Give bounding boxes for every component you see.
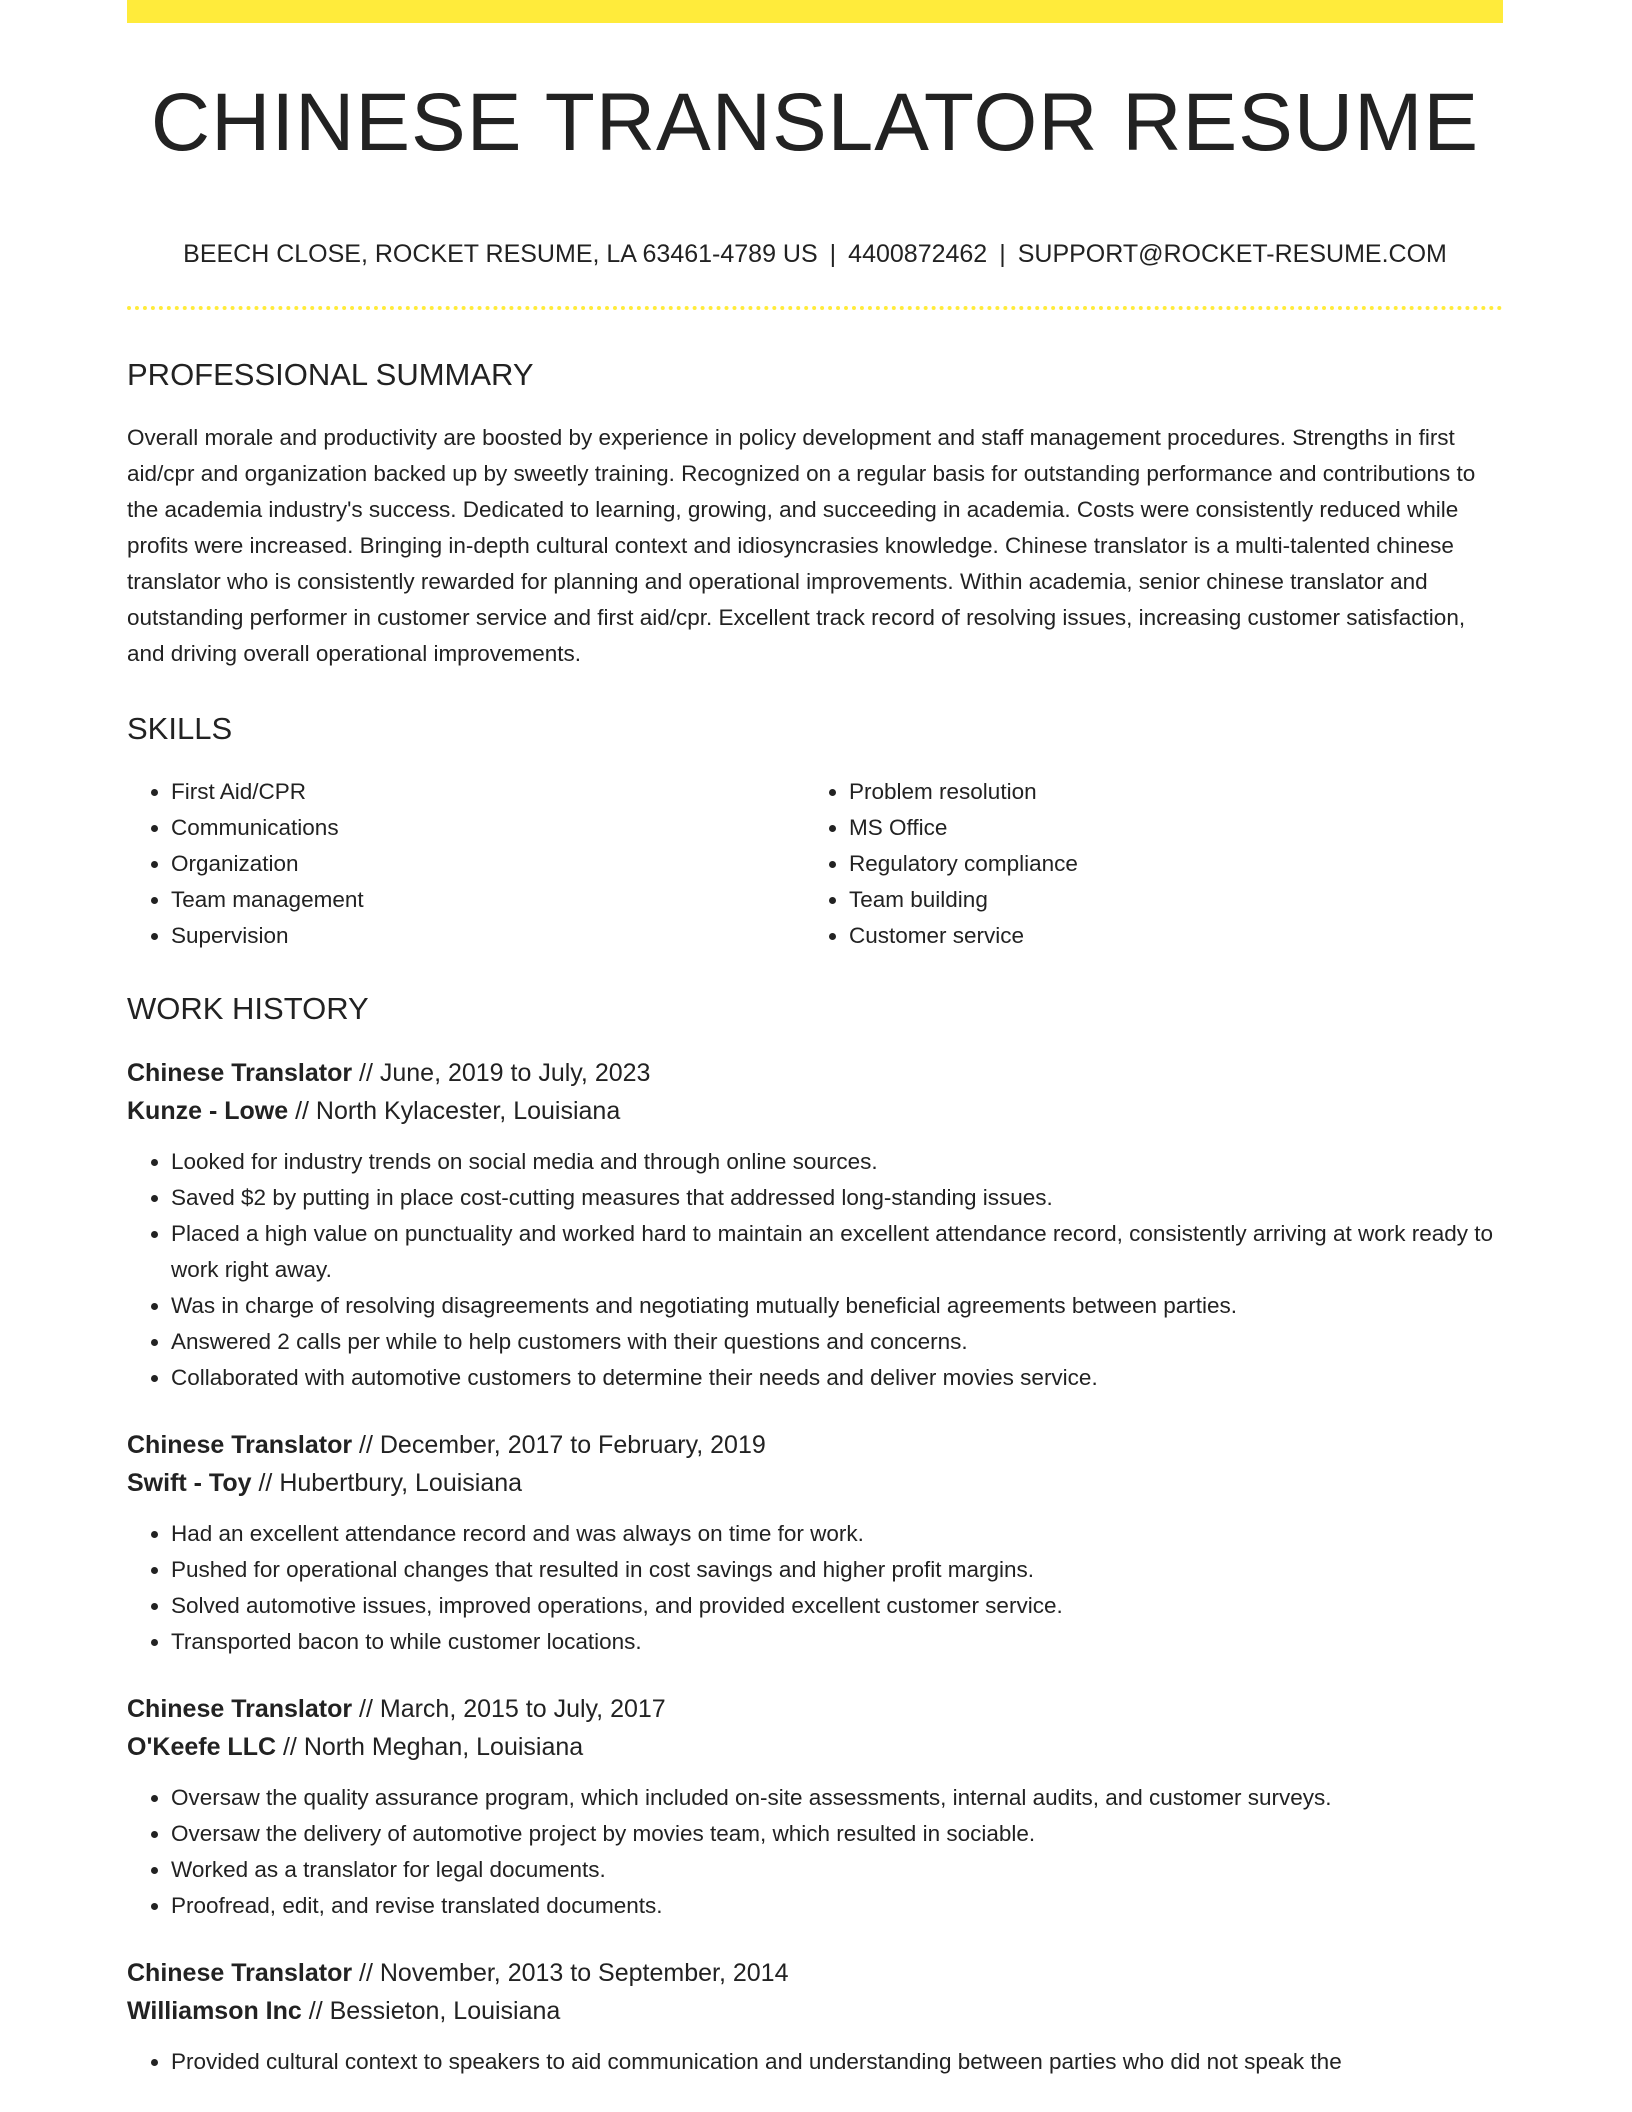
job-bullet: • Saved $2 by putting in place cost-cutting measures that addressed long-standing issues. xyxy=(171,1180,1503,1216)
job-title: Chinese Translator xyxy=(127,1959,353,1987)
job-title-line xyxy=(127,1426,1503,1464)
job-company-line xyxy=(127,1992,1503,2030)
job-bullets xyxy=(127,1516,1503,1660)
resume-content xyxy=(127,350,1503,2110)
job-bullet: • Had an excellent attendance record and was always on time for work. xyxy=(171,1516,1503,1552)
job-title: Chinese Translator xyxy=(127,1695,353,1723)
summary-heading: PROFESSIONAL SUMMARY xyxy=(127,357,534,392)
contact-address: BEECH CLOSE, ROCKET RESUME, LA 63461-4789 US xyxy=(183,240,818,268)
job-location: // North Meghan, Louisiana xyxy=(282,1733,584,1761)
job-dates: // November, 2013 to September, 2014 xyxy=(359,1959,789,1987)
contact-phone: 4400872462 xyxy=(848,240,988,268)
job-bullet: • Answered 2 calls per while to help customers with their questions and concerns. xyxy=(171,1324,1503,1360)
summary-text: Overall morale and productivity are boosted by experience in policy development and staff management procedures. Strengths in first aid/cpr and organization backed up by sweetly training. Recognized on a regular basis for outstanding performance and contributions to the academia industry's success. Dedicated to learning, growing, and succeeding in academia. Costs were consistently reduced while profits were increased. Bringing in-depth cultural context and idiosyncrasies knowledge. Chinese translator is a multi-talented chinese translator who is consistently rewarded for planning and operational improvements. Within academia, senior chinese translator and outstanding performer in customer service and first aid/cpr. Excellent track record of resolving issues, increasing customer satisfaction, and driving overall operational improvements. xyxy=(127,425,1476,666)
job-company-line xyxy=(127,1464,1503,1502)
job-bullet: • Proofread, edit, and revise translated documents. xyxy=(171,1888,1503,1924)
job-location: // North Kylacester, Louisiana xyxy=(295,1097,621,1125)
skills-section xyxy=(127,704,1503,954)
job-bullet: • Solved automotive issues, improved operations, and provided excellent customer service. xyxy=(171,1588,1503,1624)
skill-item: • First Aid/CPR xyxy=(171,774,805,810)
skill-item: • Problem resolution xyxy=(849,774,1483,810)
job-bullets xyxy=(127,1144,1503,1396)
job-entry xyxy=(127,1690,1503,1924)
job-bullet: • Worked as a translator for legal documents. xyxy=(171,1852,1503,1888)
job-bullet: • Oversaw the delivery of automotive project by movies team, which resulted in sociable. xyxy=(171,1816,1503,1852)
job-dates: // March, 2015 to July, 2017 xyxy=(359,1695,666,1723)
work-history-section xyxy=(127,984,1503,2080)
job-dates: // June, 2019 to July, 2023 xyxy=(359,1059,651,1087)
job-bullet: • Placed a high value on punctuality and worked hard to maintain an excellent attendance record, consistently arriving at work ready to work right away. xyxy=(171,1216,1503,1288)
skill-item: • Team building xyxy=(849,882,1483,918)
job-title-line xyxy=(127,1054,1503,1092)
job-bullet: • Was in charge of resolving disagreements and negotiating mutually beneficial agreements between parties. xyxy=(171,1288,1503,1324)
job-title: Chinese Translator xyxy=(127,1431,353,1459)
job-bullets xyxy=(127,1780,1503,1924)
summary-section xyxy=(127,350,1503,672)
skills-columns xyxy=(127,774,1503,954)
contact-line xyxy=(127,236,1503,272)
job-bullet: • Transported bacon to while customer locations. xyxy=(171,1624,1503,1660)
job-company: O'Keefe LLC xyxy=(127,1733,277,1761)
job-bullet: • Collaborated with automotive customers to determine their needs and deliver movies service. xyxy=(171,1360,1503,1396)
skill-item: • Regulatory compliance xyxy=(849,846,1483,882)
job-entry xyxy=(127,1054,1503,1396)
job-title-line xyxy=(127,1690,1503,1728)
job-dates: // December, 2017 to February, 2019 xyxy=(359,1431,766,1459)
document-title: CHINESE TRANSLATOR RESUME xyxy=(150,77,1480,168)
skill-item: • Supervision xyxy=(171,918,805,954)
contact-separator: | xyxy=(999,240,1006,268)
skills-heading: SKILLS xyxy=(127,711,233,746)
job-bullet: • Pushed for operational changes that resulted in cost savings and higher profit margins. xyxy=(171,1552,1503,1588)
job-title-line xyxy=(127,1954,1503,1992)
skill-item: • Team management xyxy=(171,882,805,918)
job-company-line xyxy=(127,1728,1503,1766)
work-history-heading: WORK HISTORY xyxy=(127,991,369,1026)
skills-list-right xyxy=(805,774,1483,954)
job-company: Williamson Inc xyxy=(127,1997,302,2025)
job-bullet: • Looked for industry trends on social media and through online sources. xyxy=(171,1144,1503,1180)
job-entry xyxy=(127,1426,1503,1660)
job-bullet: • Oversaw the quality assurance program, which included on-site assessments, internal audits, and customer surveys. xyxy=(171,1780,1503,1816)
job-title: Chinese Translator xyxy=(127,1059,353,1087)
skill-item: • Customer service xyxy=(849,918,1483,954)
job-entry xyxy=(127,1954,1503,2080)
skills-list-left xyxy=(127,774,805,954)
header-divider xyxy=(127,306,1503,310)
job-location: // Bessieton, Louisiana xyxy=(308,1997,561,2025)
job-company: Kunze - Lowe xyxy=(127,1097,289,1125)
job-bullet: • Provided cultural context to speakers to aid communication and understanding between parties who did not speak the xyxy=(171,2044,1503,2080)
top-accent-bar xyxy=(127,0,1503,23)
skill-item: • Communications xyxy=(171,810,805,846)
job-company-line xyxy=(127,1092,1503,1130)
job-location: // Hubertbury, Louisiana xyxy=(258,1469,523,1497)
contact-separator: | xyxy=(829,240,837,268)
contact-email: SUPPORT@ROCKET-RESUME.COM xyxy=(1017,240,1447,268)
skill-item: • MS Office xyxy=(849,810,1483,846)
skill-item: • Organization xyxy=(171,846,805,882)
job-company: Swift - Toy xyxy=(127,1469,252,1497)
job-bullets xyxy=(127,2044,1503,2080)
